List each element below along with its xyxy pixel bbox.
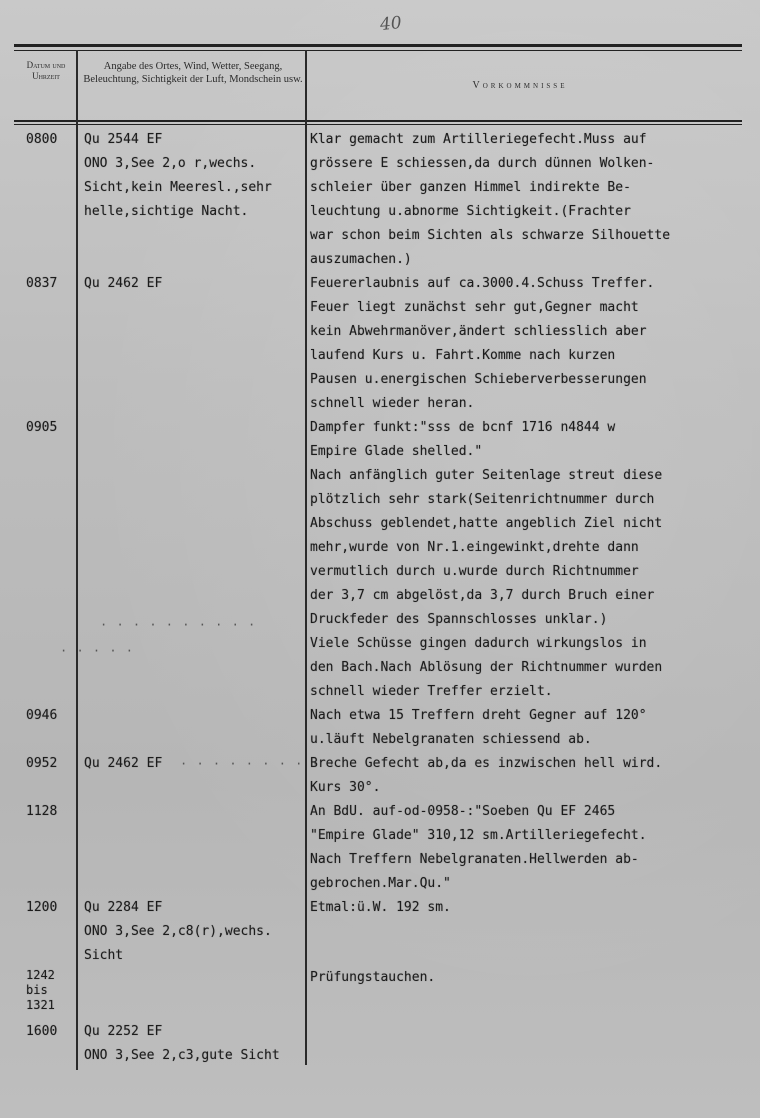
entry-event-line: Etmal:ü.W. 192 sm.: [310, 900, 451, 915]
entry-time-start: 1242: [26, 968, 55, 982]
entry-event-line: mehr,wurde von Nr.1.eingewinkt,drehte dann: [310, 540, 639, 555]
entry-time: 1128: [26, 804, 58, 819]
header-events: Vorkommnisse: [472, 80, 568, 91]
entry-event-line: Feuer liegt zunächst sehr gut,Gegner macht: [310, 300, 639, 315]
entry-time-end: 1321: [26, 998, 55, 1012]
entry-event-line: Nach anfänglich guter Seitenlage streut diese: [310, 468, 663, 483]
entry-event-line: grössere E schiessen,da durch dünnen Wolken-: [310, 156, 655, 171]
entry-position-line: Sicht: [84, 948, 124, 963]
column-divider-1: [76, 50, 78, 1070]
entry-time: 0800: [26, 132, 58, 147]
entry-event-line: Kurs 30°.: [310, 780, 381, 795]
leader-dots: · · · · · · · · · ·: [100, 618, 257, 632]
entry-position-line: helle,sichtige Nacht.: [84, 204, 249, 219]
entry-position-line: Qu 2284 EF: [84, 900, 163, 915]
entry-event-line: An BdU. auf-od-0958-:"Soeben Qu EF 2465: [310, 804, 616, 819]
entry-event-line: Dampfer funkt:"sss de bcnf 1716 n4844 w: [310, 420, 616, 435]
entry-event-line: Nach etwa 15 Treffern dreht Gegner auf 120°: [310, 708, 647, 723]
entry-event-line: kein Abwehrmanöver,ändert schliesslich aber: [310, 324, 647, 339]
entry-event-line: plötzlich sehr stark(Seitenrichtnummer durch: [310, 492, 655, 507]
entry-time: 1200: [26, 900, 58, 915]
entry-event-line: "Empire Glade" 310,12 sm.Artilleriegefecht.: [310, 828, 647, 843]
entry-time: 0952: [26, 756, 58, 771]
entry-event-line: Breche Gefecht ab,da es inzwischen hell wird.: [310, 756, 663, 771]
entry-event-line: gebrochen.Mar.Qu.": [310, 876, 451, 891]
entry-event-line: vermutlich durch u.wurde durch Richtnummer: [310, 564, 639, 579]
entry-event-line: schleier über ganzen Himmel indirekte Be-: [310, 180, 631, 195]
entry-time-bis: bis: [26, 983, 48, 997]
entry-time: 0837: [26, 276, 58, 291]
header-rule: [14, 120, 742, 122]
entry-event-line: Druckfeder des Spannschlosses unklar.): [310, 612, 608, 627]
header-place-weather: Angabe des Ortes, Wind, Wetter, Seegang, Beleuchtung, Sichtigkeit der Luft, Mondschein usw.: [83, 61, 303, 85]
entry-event-line: schnell wieder Treffer erzielt.: [310, 684, 553, 699]
entry-event-line: auszumachen.): [310, 252, 412, 267]
entry-position-line: Sicht,kein Meeresl.,sehr: [84, 180, 272, 195]
entry-time: 0946: [26, 708, 58, 723]
top-rule-thin: [14, 50, 742, 51]
entry-position-line: ONO 3,See 2,c3,gute Sicht: [84, 1048, 280, 1063]
entry-event-line: Prüfungstauchen.: [310, 970, 436, 985]
header-rule-thin: [14, 124, 742, 125]
entry-event-line: Feuererlaubnis auf ca.3000.4.Schuss Treffer.: [310, 276, 655, 291]
entry-event-line: schnell wieder heran.: [310, 396, 475, 411]
entry-event-line: leuchtung u.abnorme Sichtigkeit.(Frachter: [310, 204, 631, 219]
entry-event-line: Viele Schüsse gingen dadurch wirkungslos in: [310, 636, 647, 651]
entry-event-line: Abschuss geblendet,hatte angeblich Ziel nicht: [310, 516, 663, 531]
entry-event-line: war schon beim Sichten als schwarze Silhouette: [310, 228, 671, 243]
entry-position-line: ONO 3,See 2,c8(r),wechs.: [84, 924, 272, 939]
page-number: 40: [379, 12, 403, 36]
entry-time: 0905: [26, 420, 58, 435]
header-date-time: Datum und Uhrzeit: [26, 60, 66, 81]
leader-dots: · · · · ·: [60, 644, 135, 658]
entry-event-line: Nach Treffern Nebelgranaten.Hellwerden ab-: [310, 852, 639, 867]
entry-event-line: Pausen u.energischen Schieberverbesserungen: [310, 372, 647, 387]
entry-event-line: Empire Glade shelled.": [310, 444, 483, 459]
entry-position-line: Qu 2462 EF: [84, 756, 163, 771]
top-rule: [14, 44, 742, 47]
entry-event-line: laufend Kurs u. Fahrt.Komme nach kurzen: [310, 348, 616, 363]
leader-dots: · · · · · · · · · ·: [180, 757, 337, 771]
entry-event-line: der 3,7 cm abgelöst,da 3,7 durch Bruch einer: [310, 588, 655, 603]
entry-event-line: u.läuft Nebelgranaten schiessend ab.: [310, 732, 592, 747]
entry-event-line: Klar gemacht zum Artilleriegefecht.Muss auf: [310, 132, 647, 147]
entry-position-line: Qu 2544 EF: [84, 132, 163, 147]
entry-position-line: Qu 2462 EF: [84, 276, 163, 291]
column-divider-2: [305, 50, 307, 1065]
entry-position-line: ONO 3,See 2,o r,wechs.: [84, 156, 257, 171]
entry-position-line: Qu 2252 EF: [84, 1024, 163, 1039]
entry-time: 1600: [26, 1024, 58, 1039]
entry-event-line: den Bach.Nach Ablösung der Richtnummer wurden: [310, 660, 663, 675]
